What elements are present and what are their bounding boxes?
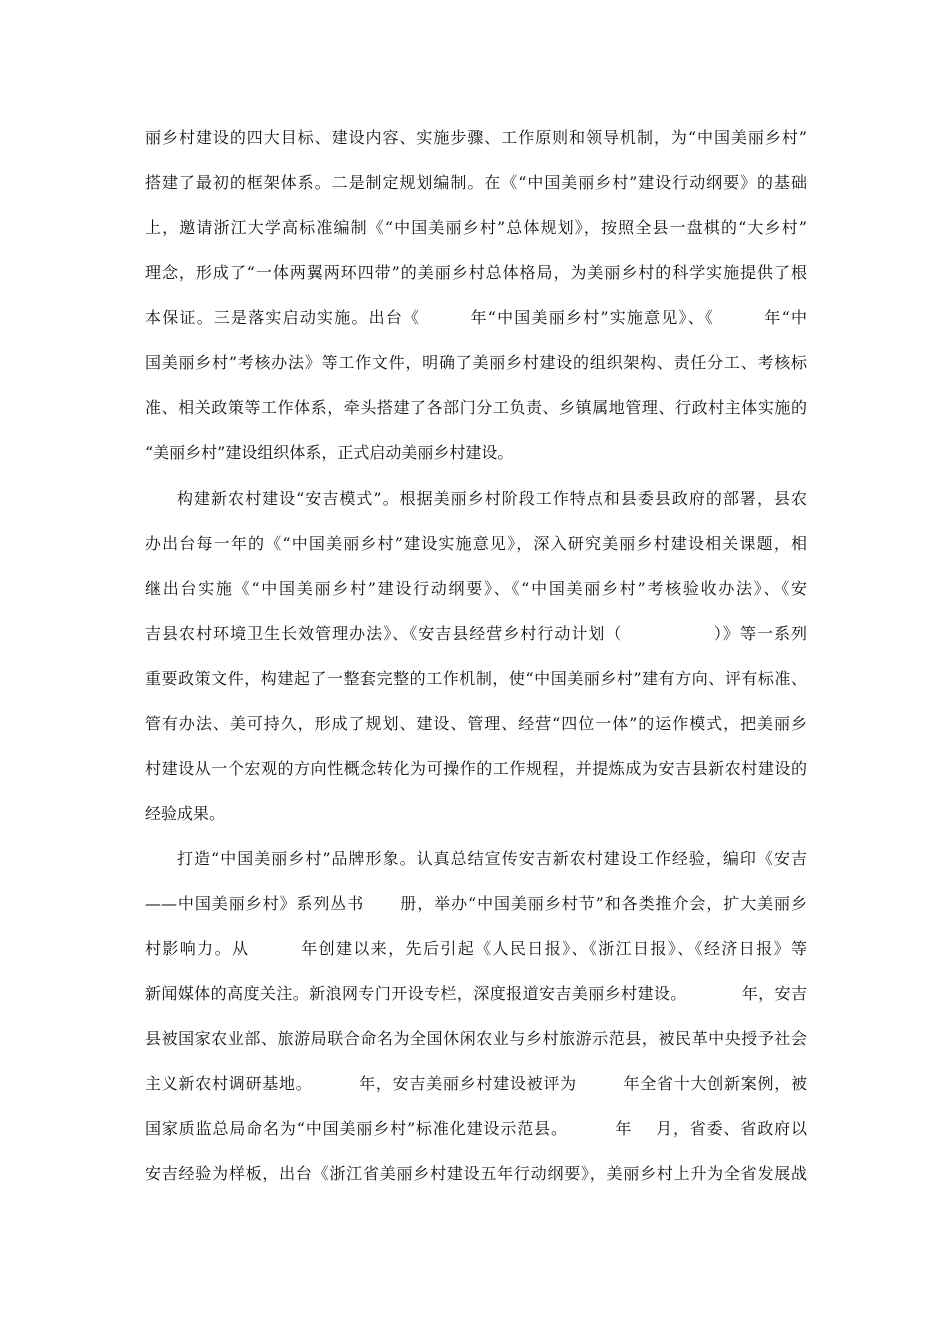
paragraph-1-line-4: 理念，形成了“一体两翼两环四带”的美丽乡村总体格局，为美丽乡村的科学实施提供了根 [145, 263, 807, 282]
paragraph-2-line-2: 办出台每一年的《“中国美丽乡村”建设实施意见》，深入研究美丽乡村建设相关课题，相 [145, 534, 807, 553]
paragraph-2-line-5: 重要政策文件，构建起了一整套完整的工作机制，使“中国美丽乡村”建有方向、评有标准、 [145, 669, 807, 688]
paragraph-3-line-5: 县被国家农业部、旅游局联合命名为全国休闲农业与乡村旅游示范县，被民革中央授予社会 [145, 1029, 807, 1048]
paragraph-3-line-7: 国家质监总局命名为“中国美丽乡村”标准化建设示范县。 年 月，省委、省政府以 [145, 1119, 807, 1138]
paragraph-1-line-7: 准、相关政策等工作体系，牵头搭建了各部门分工负责、乡镇属地管理、行政村主体实施的 [145, 398, 807, 417]
paragraph-3-line-1: 打造“中国美丽乡村”品牌形象。认真总结宣传安吉新农村建设工作经验，编印《安吉 [177, 849, 807, 868]
paragraph-1-line-5: 本保证。三是落实启动实施。出台《 年“中国美丽乡村”实施意见》、《 年“中 [145, 308, 807, 327]
paragraph-3-line-8: 安吉经验为样板，出台《浙江省美丽乡村建设五年行动纲要》，美丽乡村上升为全省发展战 [145, 1164, 807, 1183]
paragraph-1-line-2: 搭建了最初的框架体系。二是制定规划编制。在《“中国美丽乡村”建设行动纲要》的基础 [145, 173, 807, 192]
paragraph-3-line-4: 新闻媒体的高度关注。新浪网专门开设专栏，深度报道安吉美丽乡村建设。 年，安吉 [145, 984, 807, 1003]
paragraph-2-line-3: 继出台实施《“中国美丽乡村”建设行动纲要》、《“中国美丽乡村”考核验收办法》、《安 [145, 579, 807, 598]
paragraph-1-line-8: “美丽乡村”建设组织体系，正式启动美丽乡村建设。 [145, 443, 514, 462]
paragraph-2-line-6: 管有办法、美可持久，形成了规划、建设、管理、经营“四位一体”的运作模式，把美丽乡 [145, 714, 807, 733]
paragraph-2-line-8: 经验成果。 [145, 804, 226, 823]
paragraph-3-line-6: 主义新农村调研基地。 年，安吉美丽乡村建设被评为 年全省十大创新案例，被 [145, 1074, 807, 1093]
paragraph-1-line-3: 上，邀请浙江大学高标准编制《“中国美丽乡村”总体规划》，按照全县一盘棋的“大乡村” [145, 218, 807, 237]
paragraph-3-line-2: ——中国美丽乡村》系列丛书 册，举办“中国美丽乡村节”和各类推介会，扩大美丽乡 [145, 894, 807, 913]
paragraph-1-line-1: 丽乡村建设的四大目标、建设内容、实施步骤、工作原则和领导机制，为“中国美丽乡村” [145, 128, 807, 147]
paragraph-3-line-3: 村影响力。从 年创建以来，先后引起《人民日报》、《浙江日报》、《经济日报》等 [145, 939, 807, 958]
paragraph-2-line-1: 构建新农村建设“安吉模式”。根据美丽乡村阶段工作特点和县委县政府的部署，县农 [177, 489, 807, 508]
paragraph-2-line-4: 吉县农村环境卫生长效管理办法》、《安吉县经营乡村行动计划（ ）》等一系列 [145, 624, 807, 643]
paragraph-1-line-6: 国美丽乡村”考核办法》等工作文件，明确了美丽乡村建设的组织架构、责任分工、考核标 [145, 353, 807, 372]
paragraph-2-line-7: 村建设从一个宏观的方向性概念转化为可操作的工作规程，并提炼成为安吉县新农村建设的 [145, 759, 807, 778]
